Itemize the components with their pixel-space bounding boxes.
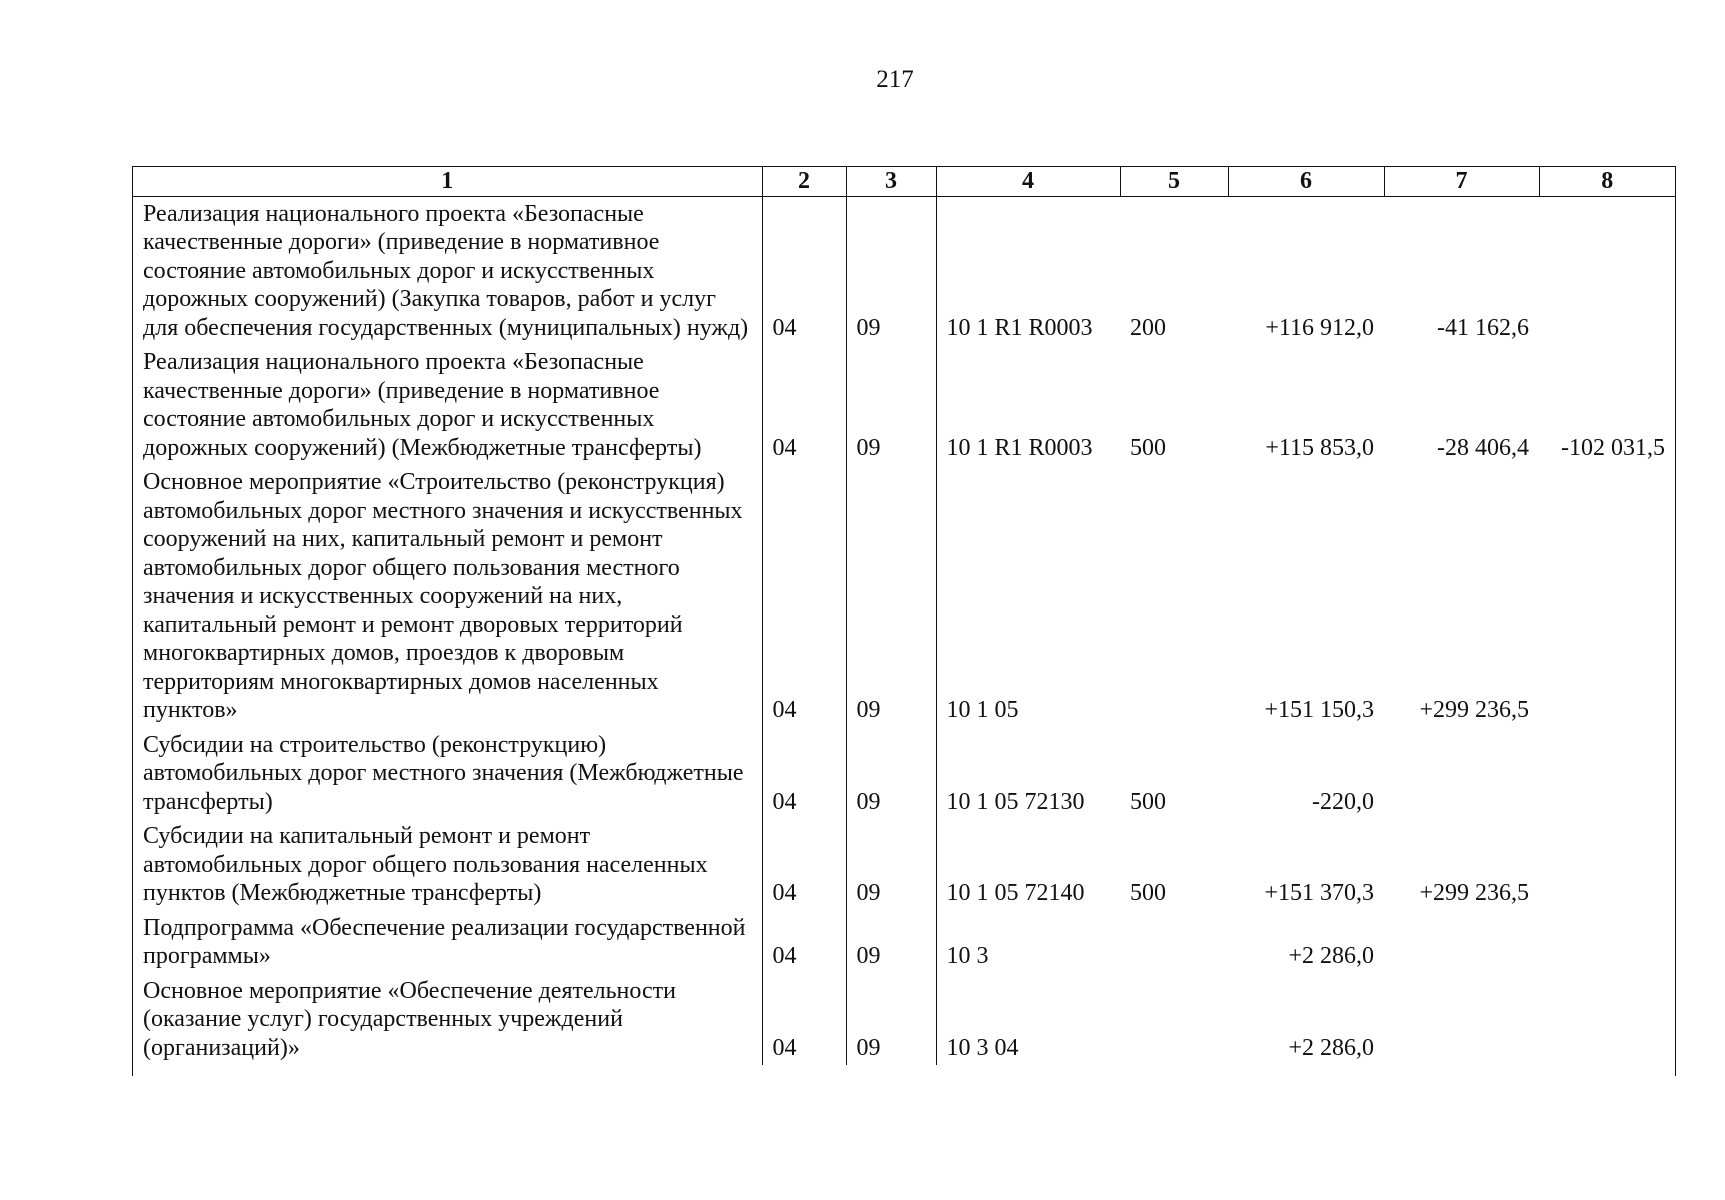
row-amount-7: +299 236,5	[1419, 697, 1529, 723]
row-amount-6: +2 286,0	[1288, 1034, 1374, 1061]
row-subsection: 09	[846, 345, 936, 465]
row-target-code: 10 1 R1 R0003	[936, 196, 1120, 345]
row-amount-6: +115 853,0	[1265, 434, 1374, 461]
header-col-8: 8	[1539, 167, 1675, 197]
row-target-code: 10 1 05 72140	[936, 819, 1120, 911]
row-section: 04	[762, 911, 846, 974]
table-row	[133, 345, 1675, 465]
row-amount-6: +151 370,3	[1264, 880, 1374, 906]
budget-table	[133, 166, 1675, 1065]
row-target-code: 10 1 R1 R0003	[936, 345, 1120, 465]
row-description: Реализация национального проекта «Безопасные качественные дороги» (приведение в нормативное состояние автомобильных дорог и искусственных дорожных сооружений) (Межбюджетные трансферты)	[143, 349, 702, 461]
row-expense-type: 500	[1130, 434, 1166, 461]
table-row	[133, 974, 1675, 1066]
row-amount-6: -220,0	[1312, 788, 1374, 815]
row-amount-8	[1539, 974, 1675, 1066]
header-row	[133, 167, 1675, 197]
row-description: Реализация национального проекта «Безопасные качественные дороги» (приведение в нормативное состояние автомобильных дорог и искусственных дорожных сооружений) (Закупка товаров, работ и услуг для обеспечения государственных (муниципальных) нужд)	[143, 200, 749, 341]
row-description: Основное мероприятие «Обеспечение деятельности (оказание услуг) государственных учреждений (организаций)»	[143, 977, 676, 1061]
header-col-7: 7	[1384, 167, 1539, 197]
row-subsection: 09	[846, 196, 936, 345]
page-number: 217	[876, 66, 914, 93]
header-col-1: 1	[133, 167, 762, 197]
row-expense-type: 500	[1130, 880, 1166, 906]
row-expense-type: 200	[1130, 314, 1166, 341]
header-col-3: 3	[846, 167, 936, 197]
row-section: 04	[762, 819, 846, 911]
row-expense-type	[1120, 974, 1228, 1066]
row-subsection: 09	[846, 974, 936, 1066]
row-section: 04	[762, 465, 846, 728]
table-row	[133, 465, 1675, 728]
row-amount-7: -41 162,6	[1437, 314, 1529, 341]
row-target-code: 10 1 05 72130	[936, 728, 1120, 820]
row-amount-7	[1384, 911, 1539, 974]
row-amount-8	[1539, 728, 1675, 820]
row-description: Подпрограмма «Обеспечение реализации государственной программы»	[143, 914, 746, 969]
header-col-5: 5	[1120, 167, 1228, 197]
row-section: 04	[762, 345, 846, 465]
row-amount-8	[1539, 911, 1675, 974]
row-expense-type	[1120, 465, 1228, 728]
row-subsection: 09	[846, 819, 936, 911]
row-subsection: 09	[846, 911, 936, 974]
header-col-4: 4	[936, 167, 1120, 197]
table-row	[133, 728, 1675, 820]
table-row	[133, 196, 1675, 345]
row-expense-type	[1120, 911, 1228, 974]
row-amount-7: -28 406,4	[1437, 434, 1529, 461]
row-expense-type: 500	[1130, 788, 1166, 815]
header-col-2: 2	[762, 167, 846, 197]
row-target-code: 10 3 04	[936, 974, 1120, 1066]
row-section: 04	[762, 974, 846, 1066]
row-amount-6: +116 912,0	[1265, 314, 1374, 341]
row-amount-8	[1539, 819, 1675, 911]
row-amount-8: -102 031,5	[1561, 434, 1665, 461]
row-amount-7	[1384, 728, 1539, 820]
row-amount-6: +151 150,3	[1264, 697, 1374, 723]
row-amount-6: +2 286,0	[1288, 943, 1374, 969]
header-col-6: 6	[1228, 167, 1384, 197]
row-amount-7: +299 236,5	[1419, 880, 1529, 906]
row-amount-7	[1384, 974, 1539, 1066]
row-subsection: 09	[846, 465, 936, 728]
row-subsection: 09	[846, 728, 936, 820]
row-target-code: 10 1 05	[936, 465, 1120, 728]
table-row	[133, 911, 1675, 974]
row-target-code: 10 3	[936, 911, 1120, 974]
row-description: Основное мероприятие «Строительство (реконструкция) автомобильных дорог местного значения и искусственных сооружений на них, капитальный ремонт и ремонт автомобильных дорог общего пользования местного значения и искусственных сооружений на них, капитальный ремонт и ремонт дворовых территорий многоквартирных домов, проездов к дворовым территориям многоквартирных домов населенных пунктов»	[143, 469, 743, 723]
row-section: 04	[762, 196, 846, 345]
budget-table-container	[132, 166, 1676, 1076]
row-description: Субсидии на капитальный ремонт и ремонт автомобильных дорог общего пользования населенных пунктов (Межбюджетные трансферты)	[143, 823, 708, 906]
row-amount-8	[1539, 465, 1675, 728]
row-description: Субсидии на строительство (реконструкцию) автомобильных дорог местного значения (Межбюджетные трансферты)	[143, 731, 744, 815]
table-row	[133, 819, 1675, 911]
row-amount-8	[1539, 196, 1675, 345]
row-section: 04	[762, 728, 846, 820]
